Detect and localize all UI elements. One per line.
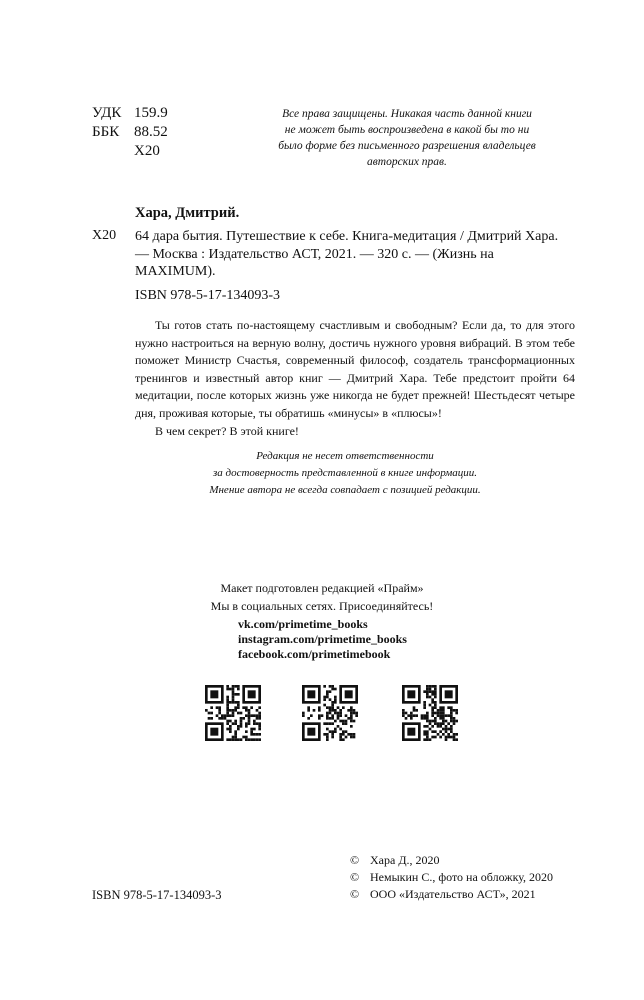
facebook-link[interactable]: facebook.com/primetimebook <box>238 647 391 661</box>
cutter-code: Х20 <box>134 143 160 159</box>
annotation <box>135 317 575 440</box>
copyright-line: Немыкин С., фото на обложку, 2020 <box>370 870 554 884</box>
udk-value: 159.9 <box>134 105 168 121</box>
isbn-footer: ISBN 978-5-17-134093-3 <box>92 888 222 902</box>
cutter-entry: Х20 <box>92 228 117 243</box>
copyright-line: ООО «Издательство АСТ», 2021 <box>370 887 536 901</box>
disclaimer-line: Мнение автора не всегда совпадает с позицией редакции. <box>209 484 481 496</box>
annotation-paragraph: В чем секрет? В этой книге! <box>155 423 299 438</box>
author-heading: Хара, Дмитрий. <box>135 205 240 221</box>
bbk-label: ББК <box>92 124 120 140</box>
vk-link[interactable]: vk.com/primetime_books <box>238 617 368 631</box>
disclaimer-line: Редакция не несет ответственности <box>256 450 434 462</box>
copyright-symbol: © <box>350 853 360 867</box>
social-links <box>238 617 407 662</box>
rights-notice: Все права защищены. Никакая часть данной книги не может быть воспроизведена в какой бы то ни было форме без письменного разрешения владельцев авторских прав. <box>278 108 536 168</box>
social-note: Мы в социальных сетях. Присоединяйтесь! <box>210 599 434 613</box>
instagram-link[interactable]: instagram.com/primetime_books <box>238 632 407 646</box>
vk-qr-code-icon <box>205 685 261 741</box>
layout-note: Макет подготовлен редакцией «Прайм» <box>220 581 424 595</box>
copyright-line: Хара Д., 2020 <box>370 853 440 867</box>
annotation-paragraph: Ты готов стать по-настоящему счастливым и свободным? Если да, то для этого нужно настроиться на верную волну, достичь нужного уровня вибраций. В этом тебе поможет Министр Счастья, современный философ, создатель трансформационных тренингов и известный автор книг — Дмитрий Хара. Тебе предстоит пройти 64 медитации, после которых жизнь уже никогда не будет прежней! Шестьдесят четыре дня, проживая которые, ты обратишь «минусы» в «плюсы»! <box>135 318 575 420</box>
bibliographic-description: 64 дара бытия. Путешествие к себе. Книга-медитация / Дмитрий Хара. — Москва : Издательство АСТ, 2021. — 320 с. — (Жизнь на MAXIMUM). <box>135 229 559 279</box>
copyright-block <box>350 852 553 903</box>
copyright-symbol: © <box>350 870 360 884</box>
copyright-symbol: © <box>350 887 360 901</box>
disclaimer-line: за достоверность представленной в книге информации. <box>212 467 478 479</box>
social-info <box>150 596 494 617</box>
facebook-qr-code-icon <box>402 685 458 741</box>
isbn-main: ISBN 978-5-17-134093-3 <box>135 288 281 303</box>
editorial-disclaimer <box>160 448 530 499</box>
bbk-value: 88.52 <box>134 124 168 140</box>
instagram-qr-code-icon <box>302 685 358 741</box>
classification-codes <box>92 104 168 161</box>
udk-label: УДК <box>92 105 122 121</box>
